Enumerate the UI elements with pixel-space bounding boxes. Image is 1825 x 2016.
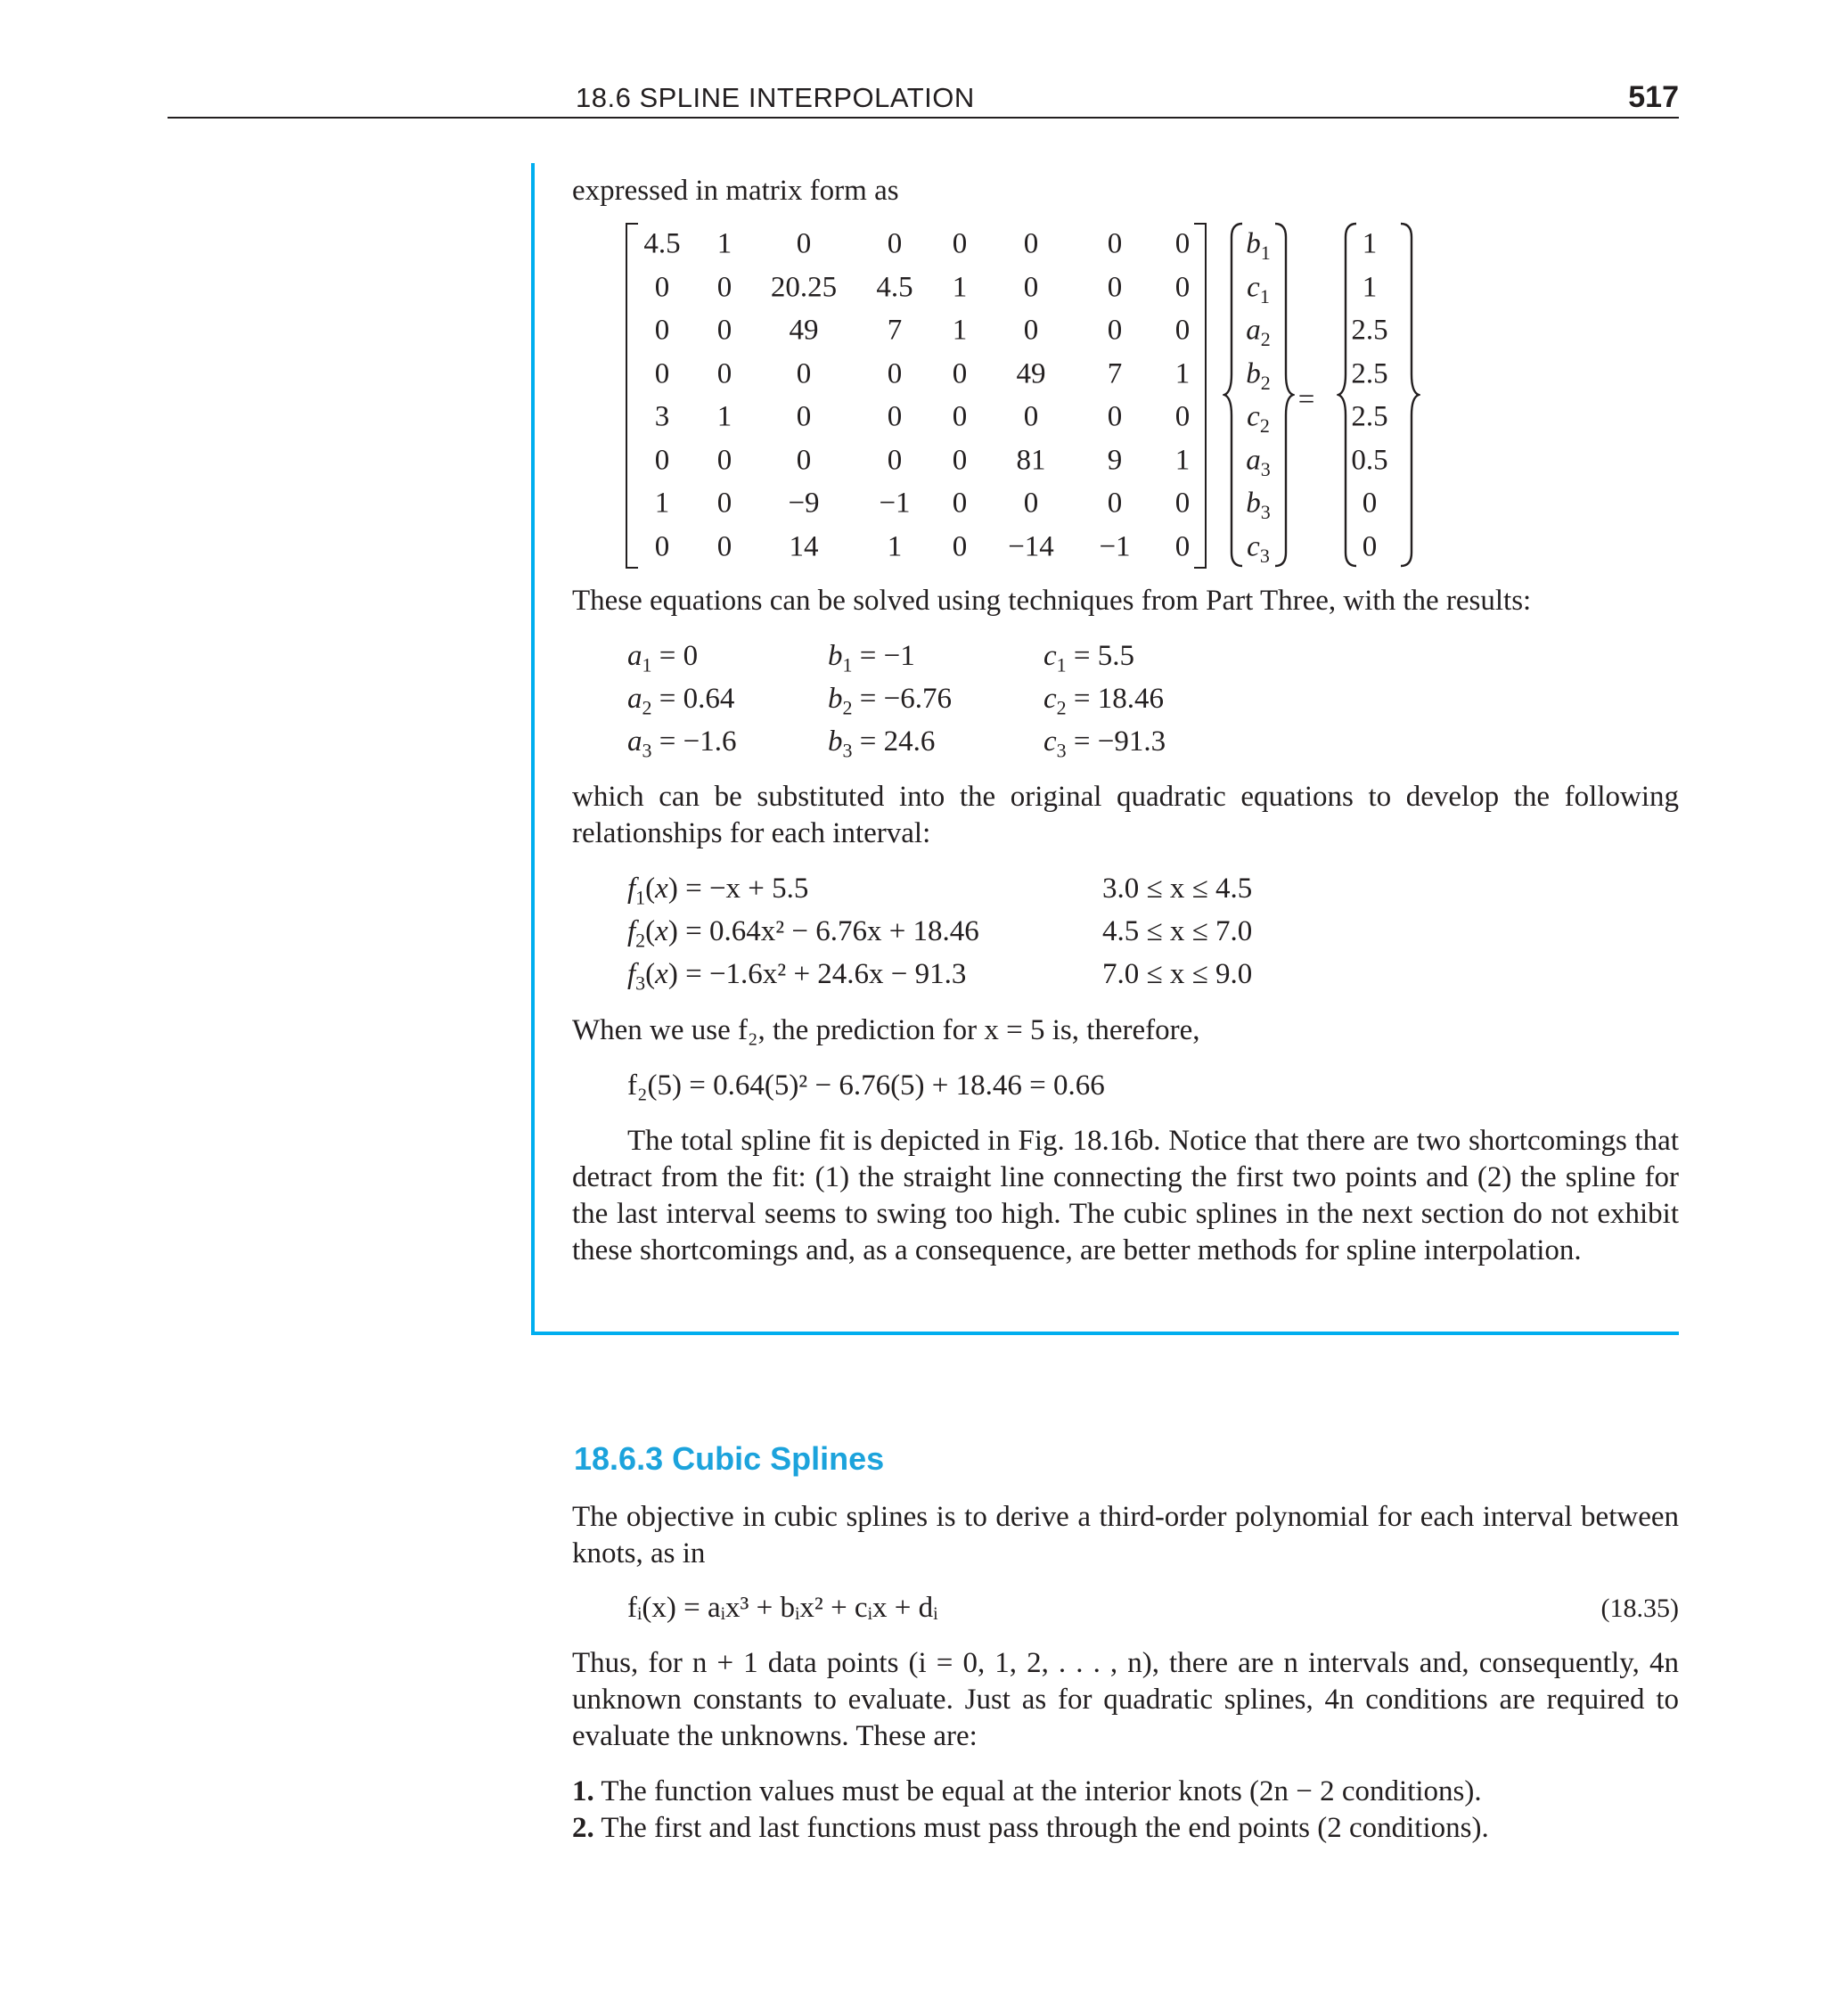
result-value: $b_2 = -6.76$ (828, 683, 952, 719)
f3-range: 7.0 ≤ x ≤ 9.0 (1102, 958, 1253, 990)
f1-equation: $f_1(x) = -x + 5.5$ (627, 873, 809, 909)
example-side-bar (531, 163, 535, 1335)
result-value: $b_3 = 24.6$ (828, 725, 936, 762)
conditions-paragraph: Thus, for n + 1 data points (i = 0, 1, 2, . . . , n), there are n intervals and, consequently, 4n unknown constants to evaluate. Just as for quadratic splines, 4n conditions are required to evaluate the unknowns. These are: (572, 1647, 1679, 1752)
list-number: 1. (572, 1775, 594, 1807)
result-value: $b_1 = -1$ (828, 640, 915, 676)
matrix-right-bracket (1194, 223, 1207, 569)
list-number: 2. (572, 1812, 594, 1844)
prediction-equation: f₂(5) = 0.64(5)² − 6.76(5) + 18.46 = 0.66 (627, 1069, 1105, 1102)
page-number: 517 (1628, 80, 1679, 114)
section-intro: The objective in cubic splines is to derive a third-order polynomial for each interval between knots, as in (572, 1501, 1679, 1569)
f2-rhs: = 0.64x² − 6.76x + 18.46 (685, 915, 979, 947)
f3-rhs: = −1.6x² + 24.6x − 91.3 (685, 958, 967, 990)
equation-number: (18.35) (1600, 1594, 1679, 1623)
solve-text: These equations can be solved using techniques from Part Three, with the results: (572, 585, 1532, 617)
header-rule (168, 117, 1679, 119)
cubic-equation: fᵢ(x) = aᵢx³ + bᵢx² + cᵢx + dᵢ (627, 1592, 938, 1624)
list-item (572, 1774, 1482, 1810)
result-value: $a_3 = -1.6$ (627, 725, 737, 762)
rhs-right-brace (1397, 221, 1420, 569)
f2-equation: $f_2(x) = 0.64x^2 - 6.76x + 18.46$ (627, 915, 979, 952)
result-value: $a_1 = 0$ (627, 640, 699, 676)
list-text: The first and last functions must pass through the end points (2 conditions). (601, 1812, 1489, 1844)
list-item (572, 1810, 1489, 1847)
substitution-text: which can be substituted into the original quadratic equations to develop the following relationships for each interval: (572, 781, 1679, 849)
matrix-left-bracket (626, 223, 638, 569)
result-value: $c_2 = 18.46$ (1043, 683, 1165, 719)
unknowns-right-brace (1272, 221, 1295, 569)
running-header-title: 18.6 SPLINE INTERPOLATION (576, 82, 975, 113)
result-value: $c_3 = -91.3$ (1043, 725, 1166, 762)
closing-paragraph: The total spline fit is depicted in Fig. 18.16b. Notice that there are two shortcomings that detract from the fit: (1) the straight line connecting the first two points and (2) the spline for the last interval seems to swing too high. The cubic splines in the next section do not exhibit these shortcomings and, as a consequence, are better methods for spline interpolation. (572, 1125, 1679, 1266)
example-intro: expressed in matrix form as (572, 175, 899, 207)
matrix-equation: 4.5 1 0 0 0 0 0 0 0 0 20.25 4.5 1 0 0 0 0 0 49 7 1 0 0 0 0 0 0 0 0 49 7 1 3 1 0 0 0 0 0 0 0 0 0 0 0 81 9 1 1 0 −9 −1 0 0 0 0 0 0 14 1 0 −14 −1 0 $b_1$ $c_1$ $a_2$ $b_2$ $c_2$ $a_3$ $b_3$ $c_3$ = 1 1 2.5 2.5 2.5 0.5 0 0 (624, 226, 1426, 574)
list-text: The function values must be equal at the interior knots (2n − 2 conditions). (601, 1775, 1482, 1807)
result-value: $a_2 = 0.64$ (627, 683, 735, 719)
f3-equation: $f_3(x) = -1.6x^2 + 24.6x - 91.3$ (627, 958, 967, 995)
rhs-left-brace (1337, 221, 1360, 569)
result-value: $c_1 = 5.5$ (1043, 640, 1135, 676)
f1-rhs: = −x + 5.5 (685, 873, 809, 905)
f2-range: 4.5 ≤ x ≤ 7.0 (1102, 915, 1253, 947)
unknowns-left-brace (1223, 221, 1246, 569)
prediction-text: When we use f₂, the prediction for x = 5 is, therefore, (572, 1014, 1200, 1046)
section-heading: 18.6.3 Cubic Splines (574, 1440, 885, 1477)
results-grid (627, 638, 1251, 772)
f1-range: 3.0 ≤ x ≤ 4.5 (1102, 873, 1253, 905)
example-bottom-rule (531, 1332, 1679, 1335)
